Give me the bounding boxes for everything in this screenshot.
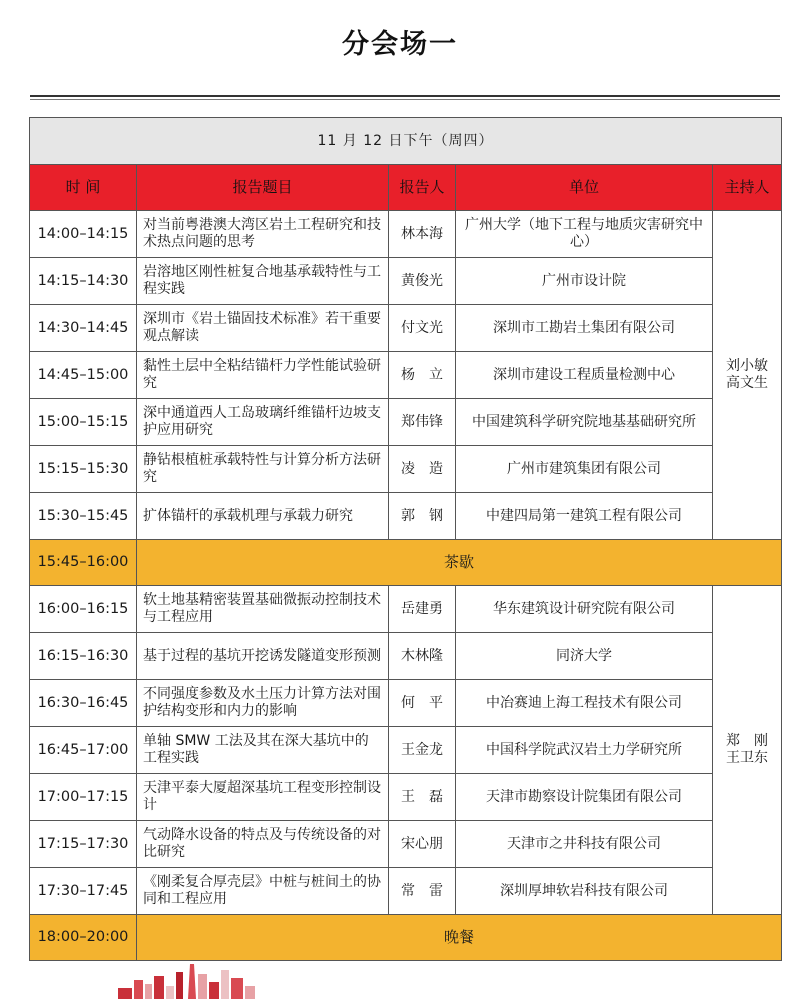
- dinner-row: [30, 915, 782, 961]
- dinner-row-label: 晚餐: [137, 915, 782, 961]
- session-unit: 广州市设计院: [456, 258, 713, 305]
- session-speaker: 木林隆: [389, 633, 456, 680]
- host-name: 王卫东: [726, 750, 768, 766]
- session-speaker: 郭 钢: [389, 493, 456, 540]
- session-speaker: 凌 造: [389, 446, 456, 493]
- city-skyline-graphic: [118, 962, 268, 999]
- session-speaker: 常 雷: [389, 868, 456, 915]
- session-unit: 同济大学: [456, 633, 713, 680]
- host-name: 郑 刚: [726, 733, 768, 749]
- session-title: 《刚柔复合厚壳层》中桩与桩间土的协同和工程应用: [137, 868, 389, 915]
- session-title: 基于过程的基坑开挖诱发隧道变形预测: [137, 633, 389, 680]
- session-time: 16:30–16:45: [30, 680, 137, 727]
- session-title: 不同强度参数及水土压力计算方法对围护结构变形和内力的影响: [137, 680, 389, 727]
- session-time: 14:30–14:45: [30, 305, 137, 352]
- session-row: [30, 352, 782, 399]
- dinner-row-time: 18:00–20:00: [30, 915, 137, 961]
- session-time: 14:00–14:15: [30, 211, 137, 258]
- host-cell: [713, 211, 782, 540]
- session-row: [30, 399, 782, 446]
- session-speaker: 黄俊光: [389, 258, 456, 305]
- session-row: [30, 633, 782, 680]
- session-speaker: 杨 立: [389, 352, 456, 399]
- session-row: [30, 586, 782, 633]
- session-row: [30, 868, 782, 915]
- header-row: [30, 165, 782, 211]
- header-title: 报告题目: [137, 165, 389, 211]
- session-unit: 深圳市工勘岩土集团有限公司: [456, 305, 713, 352]
- tea-break-row-label: 茶歇: [137, 540, 782, 586]
- session-title: 静钻根植桩承载特性与计算分析方法研究: [137, 446, 389, 493]
- session-time: 17:30–17:45: [30, 868, 137, 915]
- session-unit: 广州市建筑集团有限公司: [456, 446, 713, 493]
- session-speaker: 王 磊: [389, 774, 456, 821]
- session-title: 黏性土层中全粘结锚杆力学性能试验研究: [137, 352, 389, 399]
- title-divider-thin: [30, 99, 780, 100]
- session-unit: 天津市勘察设计院集团有限公司: [456, 774, 713, 821]
- session-title: 软土地基精密装置基础微振动控制技术与工程应用: [137, 586, 389, 633]
- session-speaker: 郑伟锋: [389, 399, 456, 446]
- session-unit: 深圳市建设工程质量检测中心: [456, 352, 713, 399]
- session-time: 17:00–17:15: [30, 774, 137, 821]
- header-time: 时 间: [30, 165, 137, 211]
- host-cell: [713, 586, 782, 915]
- tea-break-row-time: 15:45–16:00: [30, 540, 137, 586]
- session-speaker: 付文光: [389, 305, 456, 352]
- session-title: 深圳市《岩土锚固技术标准》若干重要观点解读: [137, 305, 389, 352]
- session-unit: 中建四局第一建筑工程有限公司: [456, 493, 713, 540]
- session-row: [30, 493, 782, 540]
- session-speaker: 王金龙: [389, 727, 456, 774]
- header-speaker: 报告人: [389, 165, 456, 211]
- session-unit: 中国科学院武汉岩土力学研究所: [456, 727, 713, 774]
- tea-break-row: [30, 540, 782, 586]
- session-row: [30, 258, 782, 305]
- session-unit: 华东建筑设计研究院有限公司: [456, 586, 713, 633]
- schedule-table: [29, 117, 782, 961]
- session-row: [30, 211, 782, 258]
- session-row: [30, 821, 782, 868]
- session-time: 14:45–15:00: [30, 352, 137, 399]
- session-speaker: 岳建勇: [389, 586, 456, 633]
- host-name: 刘小敏: [726, 358, 768, 374]
- page-title: 分会场一: [342, 29, 458, 60]
- session-unit: 中国建筑科学研究院地基基础研究所: [456, 399, 713, 446]
- session-title: 天津平泰大厦超深基坑工程变形控制设计: [137, 774, 389, 821]
- session-date: 11 月 12 日下午（周四）: [30, 118, 782, 165]
- session-unit: 深圳厚坤软岩科技有限公司: [456, 868, 713, 915]
- session-unit: 广州大学（地下工程与地质灾害研究中心）: [456, 211, 713, 258]
- session-unit: 中冶赛迪上海工程技术有限公司: [456, 680, 713, 727]
- host-name: 高文生: [726, 375, 768, 391]
- session-row: [30, 680, 782, 727]
- session-speaker: 宋心朋: [389, 821, 456, 868]
- session-title: 扩体锚杆的承载机理与承载力研究: [137, 493, 389, 540]
- session-title: 深中通道西人工岛玻璃纤维锚杆边坡支护应用研究: [137, 399, 389, 446]
- title-divider: [30, 95, 780, 97]
- session-time: 15:30–15:45: [30, 493, 137, 540]
- session-title: 单轴 SMW 工法及其在深大基坑中的工程实践: [137, 727, 389, 774]
- session-time: 16:15–16:30: [30, 633, 137, 680]
- session-speaker: 林本海: [389, 211, 456, 258]
- session-title: 对当前粤港澳大湾区岩土工程研究和技术热点问题的思考: [137, 211, 389, 258]
- session-row: [30, 727, 782, 774]
- session-time: 16:45–17:00: [30, 727, 137, 774]
- session-unit: 天津市之井科技有限公司: [456, 821, 713, 868]
- session-time: 17:15–17:30: [30, 821, 137, 868]
- session-time: 15:00–15:15: [30, 399, 137, 446]
- session-title: 气动降水设备的特点及与传统设备的对比研究: [137, 821, 389, 868]
- session-time: 14:15–14:30: [30, 258, 137, 305]
- session-time: 16:00–16:15: [30, 586, 137, 633]
- session-speaker: 何 平: [389, 680, 456, 727]
- session-time: 15:15–15:30: [30, 446, 137, 493]
- header-host: 主持人: [713, 165, 782, 211]
- session-row: [30, 446, 782, 493]
- date-row: [30, 118, 782, 165]
- header-unit: 单位: [456, 165, 713, 211]
- session-title: 岩溶地区刚性桩复合地基承载特性与工程实践: [137, 258, 389, 305]
- session-row: [30, 305, 782, 352]
- session-row: [30, 774, 782, 821]
